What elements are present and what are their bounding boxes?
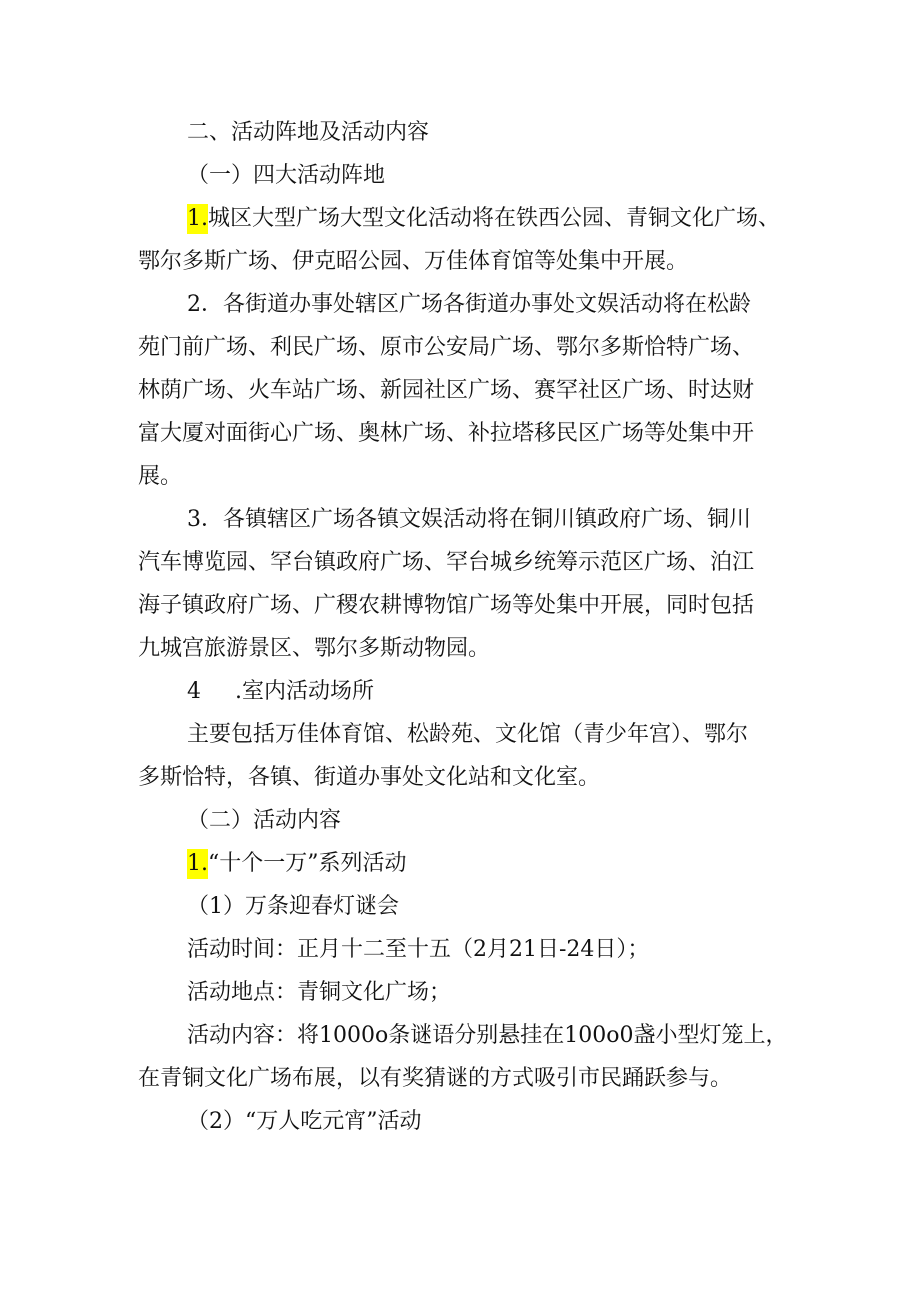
- paragraph-2-line-2: 苑门前广场、利民广场、原市公安局广场、鄂尔多斯恰特广场、: [138, 335, 755, 360]
- paragraph-2-line-3: 林荫广场、火车站广场、新园社区广场、赛罕社区广场、时达财: [138, 378, 755, 403]
- activity-1-content-line-1: 活动内容：将1000o条谜语分别悬挂在100o0盏小型灯笼上，: [187, 1023, 788, 1048]
- highlighted-number: 1.: [187, 204, 208, 234]
- activity-1-content-line-2: 在青铜文化广场布展，以有奖猜谜的方式吸引市民踊跃参与。: [138, 1066, 733, 1091]
- paragraph-5-line-2: 多斯恰特，各镇、街道办事处文化站和文化室。: [138, 765, 601, 790]
- item-text: .室内活动场所: [235, 679, 374, 704]
- paragraph-2-line-5: 展。: [138, 464, 183, 489]
- paragraph-1-line-1: [187, 204, 798, 234]
- highlighted-number: 1.: [187, 849, 208, 879]
- subsection-heading-2: （二）活动内容: [187, 808, 342, 833]
- paragraph-3-line-4: 九城宫旅游景区、鄂尔多斯动物园。: [138, 636, 491, 661]
- subsection-heading-1: （一）四大活动阵地: [187, 163, 386, 188]
- paragraph-3-line-1: 3．各镇辖区广场各镇文娱活动将在铜川镇政府广场、铜川: [187, 507, 751, 532]
- paragraph-3-line-3: 海子镇政府广场、广稷农耕博物馆广场等处集中开展，同时包括: [138, 593, 755, 618]
- item-text: “十个一万”系列活动: [208, 851, 407, 876]
- item-number: 4: [187, 679, 201, 704]
- paragraph-4-heading: [187, 677, 798, 707]
- section-heading-2: 二、活动阵地及活动内容: [187, 120, 430, 145]
- paragraph-text: 城区大型广场大型文化活动将在铁西公园、青铜文化广场、: [208, 206, 781, 231]
- paragraph-2-line-4: 富大厦对面街心广场、奥林广场、补拉塔移民区广场等处集中开: [138, 421, 755, 446]
- paragraph-3-line-2: 汽车博览园、罕台镇政府广场、罕台城乡统筹示范区广场、泊江: [138, 550, 755, 575]
- activity-series-heading: [187, 849, 798, 879]
- activity-1-location: 活动地点：青铜文化广场；: [187, 980, 452, 1005]
- activity-1-time: 活动时间：正月十二至十五（2月21日-24日）；: [187, 937, 650, 962]
- activity-1-heading: （1）万条迎春灯谜会: [187, 894, 399, 919]
- activity-2-heading: （2）“万人吃元宵”活动: [187, 1109, 422, 1134]
- paragraph-2-line-1: 2．各街道办事处辖区广场各街道办事处文娱活动将在松龄: [187, 292, 751, 317]
- paragraph-1-line-2: 鄂尔多斯广场、伊克昭公园、万佳体育馆等处集中开展。: [138, 249, 689, 274]
- paragraph-5-line-1: 主要包括万佳体育馆、松龄苑、文化馆（青少年宫）、鄂尔: [187, 722, 749, 747]
